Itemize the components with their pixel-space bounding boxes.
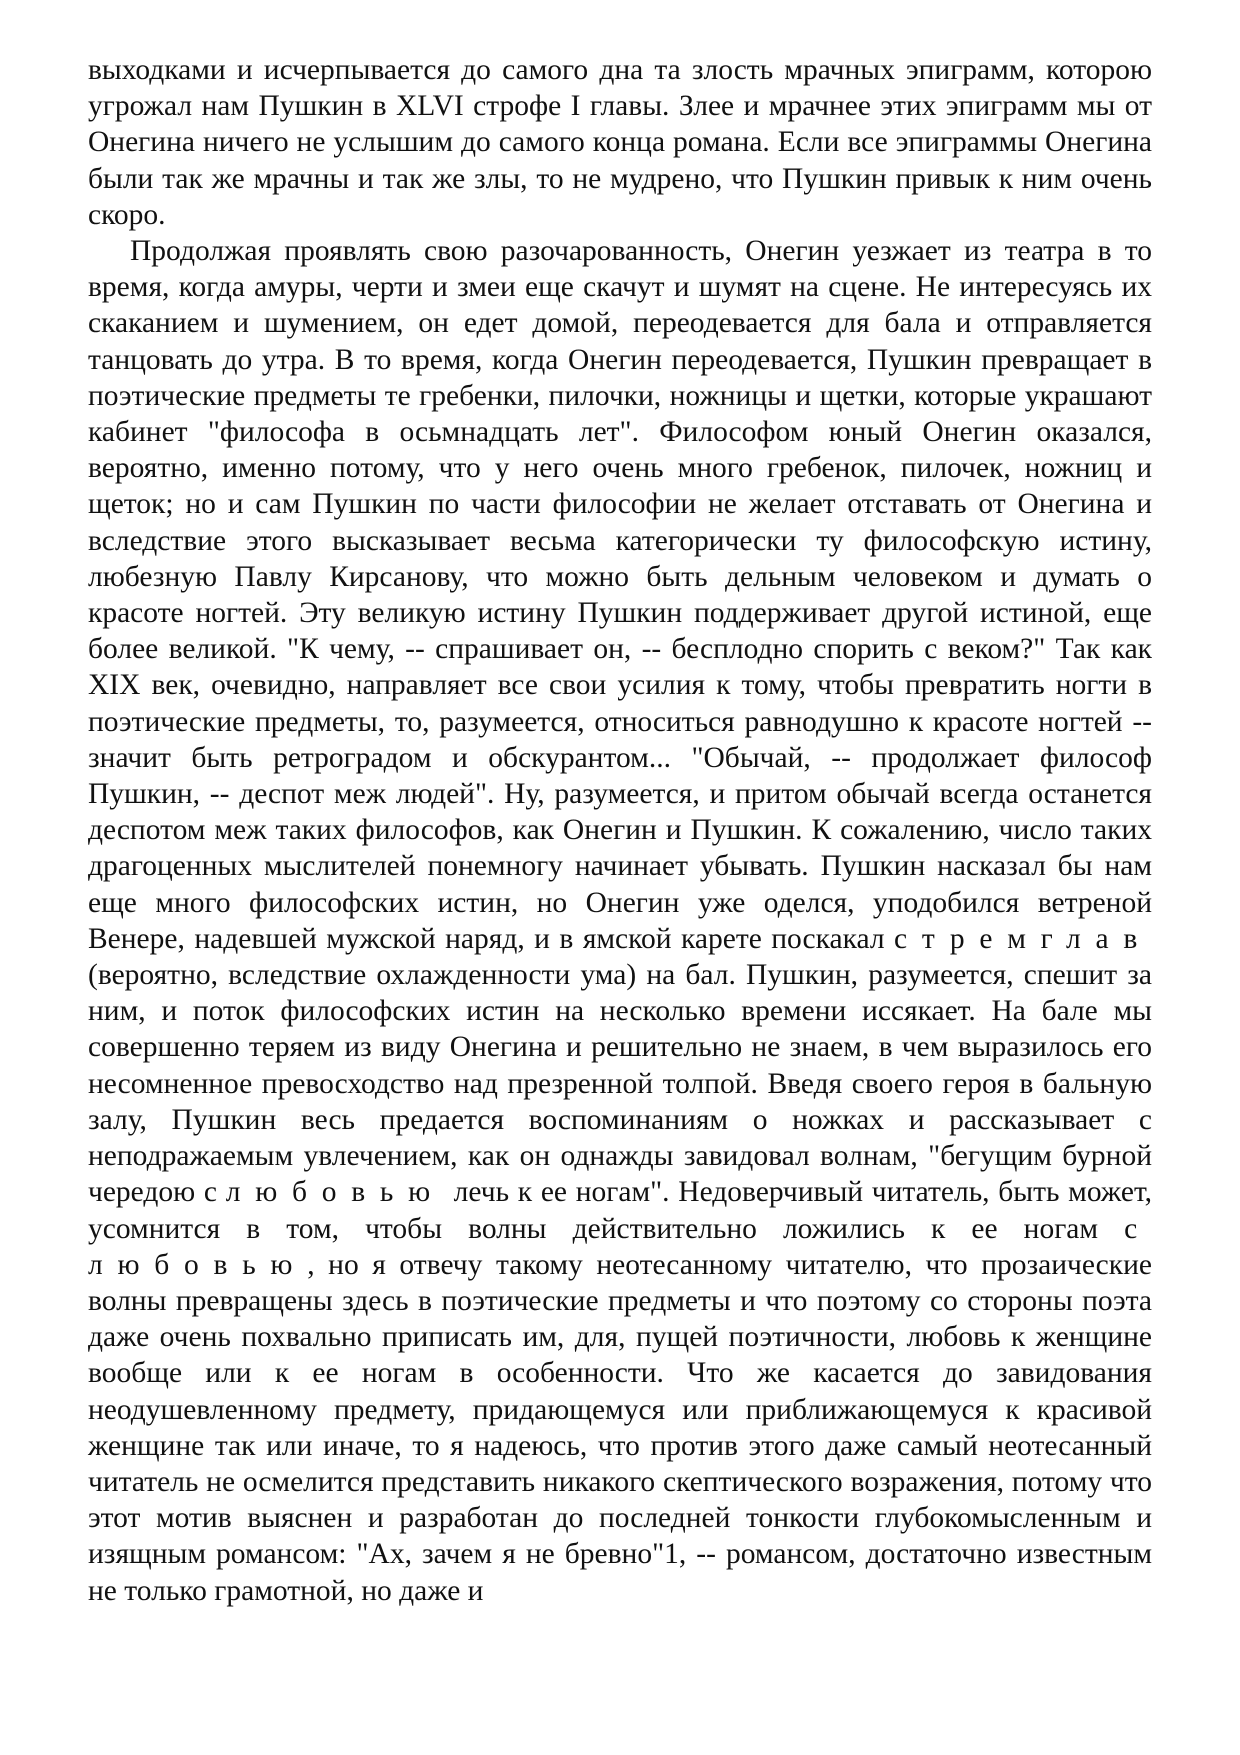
emphasis-stremglav: стремглав (894, 922, 1152, 955)
emphasis-lyubovyu: любовью (225, 1176, 445, 1209)
paragraph-2-text-d: , но я отвечу такому неотесанному читателю, что прозаические волны превращены здесь в поэтические предметы и что поэтому со стороны поэта даже очень похвально приписать им, для, пущей поэтичности, любовь к женщине вообще или к ее ногам в особенности. Что же касается до завидования неодушевленному предмету, придающемуся или приближающемуся к красивой женщине так или иначе, то я надеюсь, что против этого даже самый неотесанный читатель не осмелится представить никакого скептического возражения, потому что этот мотив выяснен и разработан до последней тонкости глубокомысленным и изящным романсом: "Ах, зачем я не бревно"1, -- романсом, достаточно известным не только грамотной, но даже и (88, 1248, 1152, 1607)
document-page (88, 52, 1152, 1609)
paragraph-1: выходками и исчерпывается до самого дна та злость мрачных эпиграмм, которою угрожал нам Пушкин в XLVI строфе I главы. Злее и мрачнее этих эпиграмм мы от Онегина ничего не услышим до самого конца романа. Если все эпиграммы Онегина были так же мрачны и так же злы, то не мудрено, что Пушкин привык к ним очень скоро. (88, 54, 1152, 231)
emphasis-s-lyubovyu: с любовью (88, 1212, 1152, 1281)
paragraph-2-text-c: лечь к ее ногам". Недоверчивый читатель, быть может, усомнится в том, чтобы волны действительно ложились к ее ногам (88, 1176, 1152, 1245)
paragraph-2-text-a: Продолжая проявлять свою разочарованность, Онегин уезжает из театра в то время, когда амуры, черти и змеи еще скачут и шумят на сцене. Не интересуясь их скаканием и шумением, он едет домой, переодевается для бала и отправляется танцовать до утра. В то время, когда Онегин переодевается, Пушкин превращает в поэтические предметы те гребенки, пилочки, ножницы и щетки, которые украшают кабинет "философа в осьмнадцать лет". Философом юный Онегин оказался, вероятно, именно потому, что у него очень много гребенок, пилочек, ножниц и щеток; но и сам Пушкин по части философии не желает отставать от Онегина и вследствие этого высказывает весьма категорически ту философскую истину, любезную Павлу Кирсанову, что можно быть дельным человеком и думать о красоте ногтей. Эту великую истину Пушкин поддерживает другой истиной, еще более великой. "К чему, -- спрашивает он, -- бесплодно спорить с веком?" Так как XIX век, очевидно, направляет все свои усилия к тому, чтобы превратить ногти в поэтические предметы, то, разумеется, относиться равнодушно к красоте ногтей -- значит быть ретроградом и обскурантом... "Обычай, -- продолжает философ Пушкин, -- деспот меж людей". Ну, разумеется, и притом обычай всегда останется деспотом меж таких философов, как Онегин и Пушкин. К сожалению, число таких драгоценных мыслителей понемногу начинает убывать. Пушкин насказал бы нам еще много философских истин, но Онегин уже оделся, уподобился ветреной Венере, надевшей мужской наряд, и в ямской карете поскакал (88, 235, 1152, 955)
paragraph-2 (88, 233, 1152, 1609)
paragraph-2-text-b: (вероятно, вследствие охлажденности ума) на бал. Пушкин, разумеется, спешит за ним, и поток философских истин на несколько времени иссякает. На бале мы совершенно теряем из виду Онегина и решительно не знаем, в чем выразилось его несомненное превосходство над презренной толпой. Введя своего героя в бальную залу, Пушкин весь предается воспоминаниям о ножках и рассказывает с неподражаемым увлечением, как он однажды завидовал волнам, "бегущим бурной чередою с (88, 959, 1152, 1209)
